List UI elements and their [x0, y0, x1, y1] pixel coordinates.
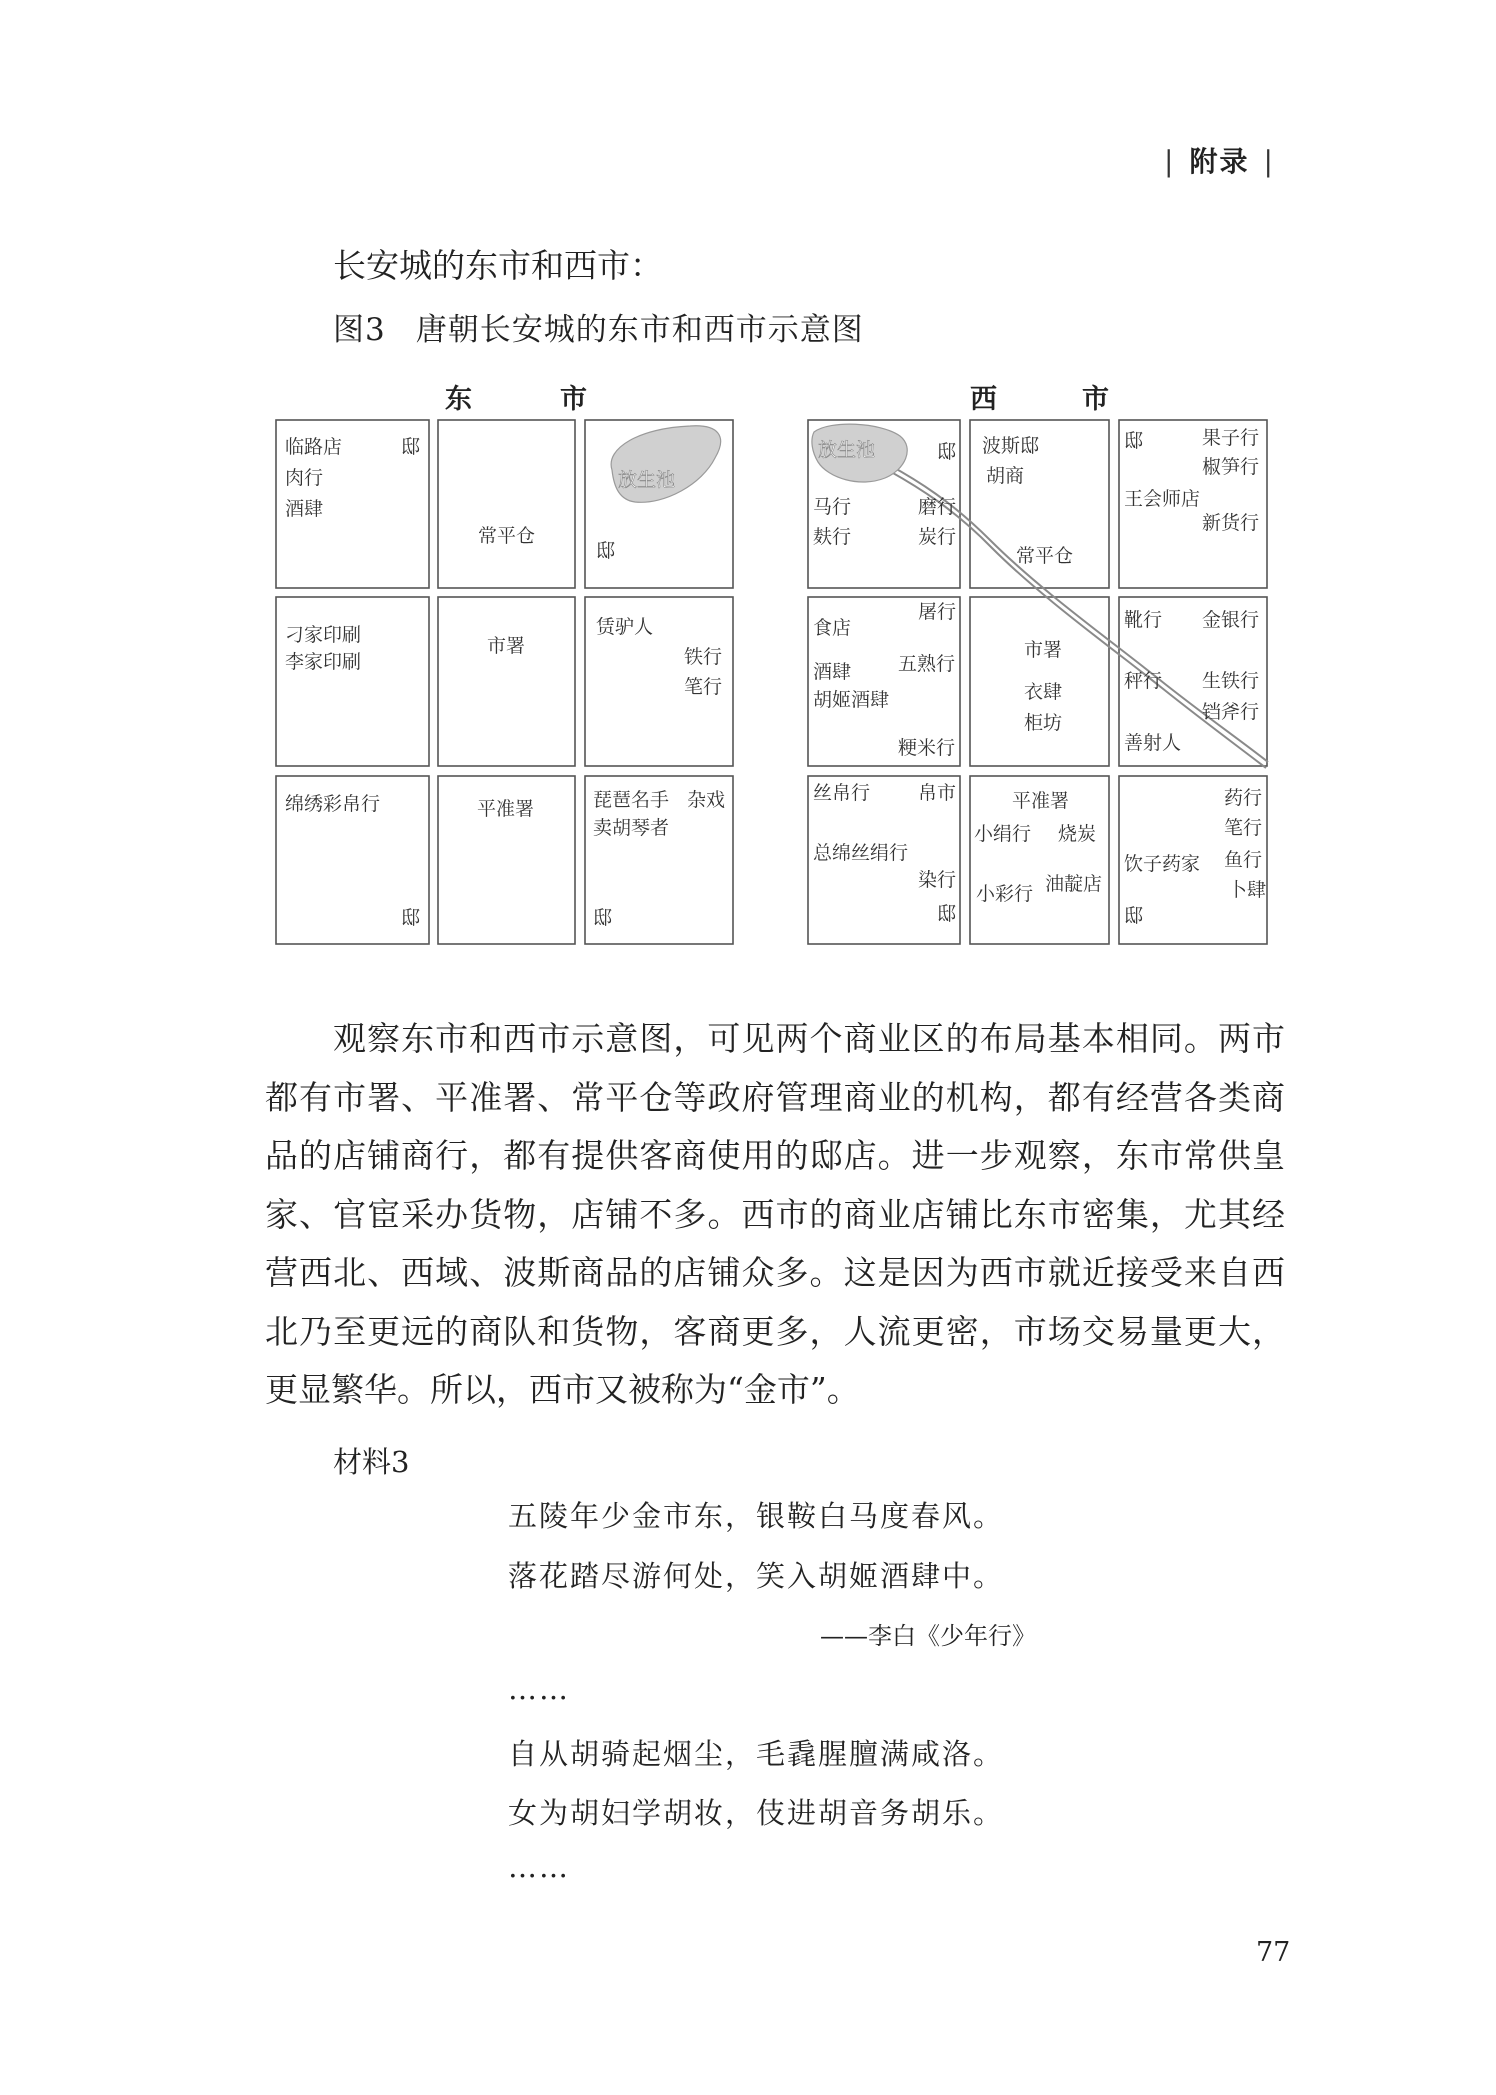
- east-pond-label: 放生池: [618, 469, 676, 491]
- map-label: 麸行: [813, 526, 852, 548]
- map-label: 秤行: [1124, 670, 1163, 692]
- map-label: 金银行: [1202, 609, 1260, 631]
- map-label: 邸: [1124, 430, 1144, 452]
- map-label: 油靛店: [1045, 873, 1103, 895]
- ellipsis: ……: [508, 1672, 570, 1706]
- map-label: 肉行: [285, 467, 324, 489]
- map-label: 琵琶名手: [593, 789, 670, 811]
- east-block-5: [438, 597, 575, 766]
- body-paragraph-text: 观察东市和西市示意图，可见两个商业区的布局基本相同。两市都有市署、平准署、常平仓等政府管理商业的机构，都有经营各类商品的店铺商行，都有提供客商使用的邸店。进一步观察，东市常供皇家、官宦采办货物，店铺不多。西市的商业店铺比东市密集，尤其经营西北、西域、波斯商品的店铺众多。这是因为西市就近接受来自西北乃至更远的商队和货物，客商更多，人流更密，市场交易量更大，更显繁华。所以，西市又被称为“金市”。: [265, 1019, 1285, 1409]
- map-label: 卖胡琴者: [593, 817, 670, 839]
- map-label: 波斯邸: [982, 435, 1040, 457]
- map-label: 酒肆: [813, 661, 852, 683]
- map-label: 邸: [596, 540, 616, 562]
- map-label: 果子行: [1202, 427, 1260, 449]
- west-market-map: [808, 384, 1268, 944]
- west-market-title-char-1: 西: [970, 384, 997, 415]
- map-label: 杂戏: [687, 789, 726, 811]
- map-label: 胡商: [986, 465, 1025, 487]
- west-pond-label: 放生池: [818, 439, 876, 461]
- map-label: 帛市: [918, 782, 957, 804]
- map-label: 王会师店: [1124, 488, 1201, 510]
- map-label: 总绵丝绢行: [813, 842, 909, 864]
- intro-line: 长安城的东市和西市：: [333, 246, 663, 285]
- body-paragraph: [265, 1010, 1285, 1420]
- map-label: 笔行: [684, 676, 723, 698]
- map-label: 笔行: [1224, 817, 1263, 839]
- poem-line: 落花踏尽游何处，笑入胡姬酒肆中。: [508, 1559, 1005, 1593]
- map-label: 赁驴人: [596, 616, 654, 638]
- map-label: 粳米行: [898, 737, 956, 759]
- map-label: 椒笋行: [1202, 456, 1260, 478]
- market-map-figure: [0, 0, 1496, 1000]
- map-label: 药行: [1224, 787, 1263, 809]
- map-label: 小绢行: [974, 823, 1032, 845]
- map-label: 铛斧行: [1202, 701, 1260, 723]
- map-label: 饮子药家: [1124, 853, 1201, 875]
- map-label: 马行: [813, 496, 852, 518]
- map-label: 屠行: [918, 601, 957, 623]
- map-label: 市署: [1024, 639, 1063, 661]
- map-label: 铁行: [684, 646, 723, 668]
- map-label: 柜坊: [1024, 712, 1063, 734]
- map-label: 胡姬酒肆: [813, 689, 890, 711]
- figure-number: 图3: [333, 312, 386, 348]
- poem-attribution: ——李白《少年行》: [820, 1622, 1036, 1650]
- map-label: 善射人: [1124, 732, 1182, 754]
- map-label: 邸: [401, 907, 421, 929]
- map-label: 新货行: [1202, 512, 1260, 534]
- map-label: 卜肆: [1228, 879, 1267, 901]
- figure-caption-text: 唐朝长安城的东市和西市示意图: [415, 312, 864, 348]
- poem-line: 自从胡骑起烟尘，毛毳腥膻满咸洛。: [508, 1737, 1005, 1771]
- poem-line: 女为胡妇学胡妆，伎进胡音务胡乐。: [508, 1796, 1005, 1830]
- map-label: 绵绣彩帛行: [285, 793, 381, 815]
- map-label: 邸: [1124, 905, 1144, 927]
- map-label: 衣肆: [1024, 681, 1063, 703]
- header-title: 附录: [1189, 145, 1250, 178]
- map-label: 邸: [937, 903, 957, 925]
- map-label: 生铁行: [1202, 670, 1260, 692]
- map-label: 食店: [813, 617, 852, 639]
- map-label: 市署: [487, 635, 526, 657]
- map-label: 邸: [937, 441, 957, 463]
- ellipsis: ……: [508, 1850, 570, 1884]
- map-label: 靴行: [1124, 609, 1163, 631]
- map-label: 炭行: [918, 526, 957, 548]
- east-market-map: [276, 384, 733, 944]
- map-label: 常平仓: [478, 525, 536, 547]
- map-label: 烧炭: [1058, 823, 1097, 845]
- map-label: 五熟行: [898, 653, 956, 675]
- map-label: 丝帛行: [813, 782, 871, 804]
- east-block-2: [438, 420, 575, 588]
- map-label: 常平仓: [1016, 545, 1074, 567]
- map-label: 李家印刷: [285, 651, 362, 673]
- page-number: 77: [1256, 1937, 1291, 1968]
- west-market-title-char-2: 市: [1082, 384, 1109, 415]
- map-label: 平准署: [1012, 790, 1070, 812]
- east-market-title-char-2: 市: [560, 384, 587, 415]
- map-label: 染行: [918, 869, 957, 891]
- running-header: | 附录 |: [1164, 145, 1275, 178]
- map-label: 鱼行: [1224, 849, 1263, 871]
- material-label: 材料3: [333, 1445, 410, 1479]
- map-label: 临路店: [285, 436, 343, 458]
- map-label: 邸: [401, 436, 421, 458]
- map-label: 平准署: [477, 798, 535, 820]
- poem-line: 五陵年少金市东，银鞍白马度春风。: [508, 1499, 1005, 1533]
- map-label: 酒肆: [285, 498, 324, 520]
- map-label: 小彩行: [976, 883, 1034, 905]
- map-label: 邸: [593, 907, 613, 929]
- east-market-title-char-1: 东: [445, 384, 472, 415]
- east-block-4: [276, 597, 429, 766]
- map-label: 磨行: [918, 496, 957, 518]
- map-label: 刁家印刷: [285, 624, 362, 646]
